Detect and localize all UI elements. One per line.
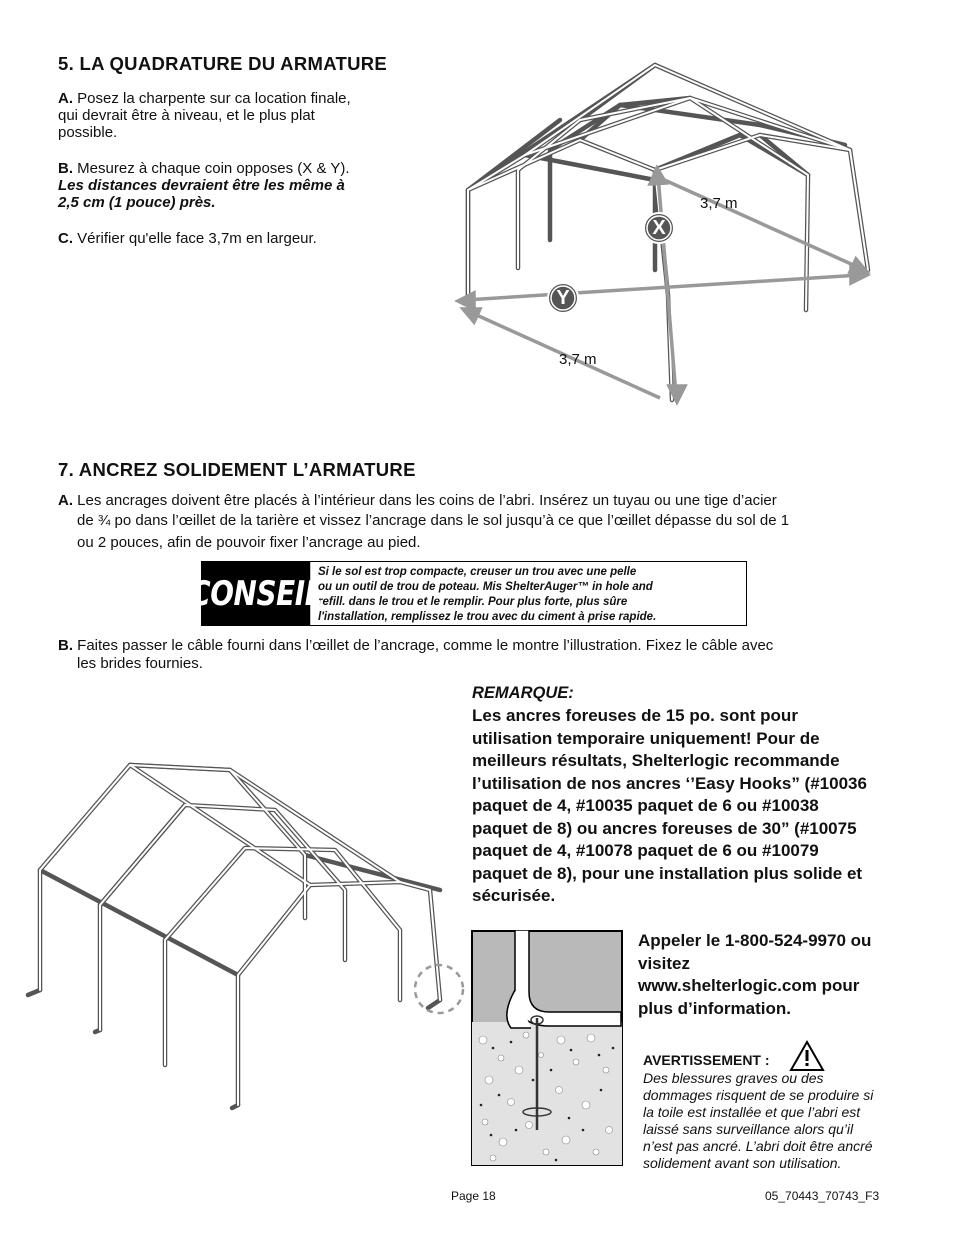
warning-line: la toile est installée et que l’abri est [643, 1104, 861, 1120]
step-b-emphasis-1: Les distances devraient être les même à [58, 177, 345, 194]
warning-line: solidement avant son utilisation. [643, 1155, 842, 1171]
warning-text [643, 1070, 913, 1172]
y-label: Y [556, 287, 570, 309]
step-b-emphasis-2: 2,5 cm (1 pouce) près. [58, 194, 216, 211]
warning-line: dommages risquent de se produire si [643, 1087, 874, 1103]
call-line: visitez [638, 953, 690, 973]
tip-line-2: ou un outil de trou de poteau. Mis ShelterAuger™ in hole and [318, 581, 653, 593]
tip-line-4: l'installation, remplissez le trou avec du ciment à prise rapide. [318, 611, 657, 623]
step-c-label: C. [58, 230, 73, 247]
document-code: 05_70443_70743_F3 [765, 1189, 880, 1203]
remark-line: sécurisée. [472, 886, 556, 905]
frame-anchoring-diagram [25, 755, 470, 1115]
section-7-b-text-1: Faites passer le câble fourni dans l’œillet de l’ancrage, comme le montre l’illustration. Fixez le câble avec [77, 637, 774, 654]
step-b-label: B. [58, 160, 73, 177]
section-5-heading: 5. LA QUADRATURE DU ARMATURE [58, 53, 388, 74]
call-line: www.shelterlogic.com pour [638, 976, 860, 995]
section-7-a-text-1: Les ancrages doivent être placés à l’intérieur dans les coins de l’abri. Insérez un tuyau ou une tige d’acier [77, 492, 777, 509]
section-5-text [58, 90, 408, 247]
step-a-text-2: qui devrait être à niveau, et le plus plat [58, 107, 315, 124]
section-7-step-a [58, 491, 918, 553]
warning-line: laissé sans surveillance alors qu’il [643, 1121, 854, 1137]
remark-heading: REMARQUE: [472, 684, 574, 702]
step-c-text: Vérifier qu'elle face 3,7m en largeur. [77, 230, 317, 247]
section-7-step-b [58, 637, 918, 673]
page-number: Page 18 [451, 1189, 496, 1203]
remark-line: Les ancres foreuses de 15 po. sont pour [472, 706, 798, 725]
warning-triangle-icon [789, 1040, 825, 1072]
remark-line: l’utilisation de nos ancres ‘’Easy Hooks” (#10036 [472, 773, 867, 793]
anchor-illustration [471, 930, 623, 1166]
step-a-text-1: Posez la charpente sur ca location finale, [77, 90, 351, 107]
remark-line: paquet de 8), pour une installation plus solide et [472, 863, 863, 883]
section-7-b-label: B. [58, 637, 73, 654]
remark-text [472, 705, 922, 908]
section-7-a-text-3: ou 2 pouces, afin de pouvoir fixer l’ancrage au pied. [77, 534, 421, 551]
warning-line: Des blessures graves ou des [643, 1070, 824, 1086]
section-7-b-text-2: les brides fournies. [77, 655, 203, 672]
dimension-top-label: 3,7 m [700, 195, 738, 212]
warning-line: n’est pas ancré. L’abri doit être ancré [643, 1138, 873, 1154]
tip-line-1: Si le sol est trop compacte, creuser un trou avec une pelle [318, 566, 637, 578]
step-b-text: Mesurez à chaque coin opposes (X & Y). [77, 160, 350, 177]
remark-line: paquet de 4, #10035 paquet de 6 ou #10038 [472, 796, 819, 815]
warning-heading: AVERTISSEMENT : [643, 1052, 770, 1068]
section-7-a-label: A. [58, 492, 73, 509]
x-label: X [652, 217, 666, 239]
tip-text [312, 562, 662, 625]
tip-line-3: refill. dans le trou et le remplir. Pour plus forte, plus sûre [318, 596, 628, 608]
tip-label: CONSEIL [202, 562, 310, 625]
step-a-label: A. [58, 90, 73, 107]
call-text [638, 930, 918, 1020]
call-line: plus d’information. [638, 998, 791, 1018]
remark-line: utilisation temporaire uniquement! Pour de [472, 728, 820, 748]
section-7-a-text-2: de ¾ po dans l’œillet de la tarière et vissez l’ancrage dans le sol jusqu’à ce que l’œillet dépasse du sol de 1 [77, 512, 790, 529]
remark-line: paquet de 8) ou ancres foreuses de 30” (#10075 [472, 818, 857, 838]
step-a-text-3: possible. [58, 124, 118, 141]
frame-squaring-diagram [440, 40, 900, 420]
section-7-heading: 7. ANCREZ SOLIDEMENT L’ARMATURE [58, 459, 416, 480]
tip-box [190, 561, 747, 626]
remark-line: paquet de 4, #10078 paquet de 6 ou #10079 [472, 841, 819, 860]
remark-line: meilleurs résultats, Shelterlogic recommande [472, 751, 840, 770]
dimension-bottom-label: 3,7 m [559, 351, 597, 368]
call-line: Appeler le 1-800-524-9970 ou [638, 931, 872, 950]
